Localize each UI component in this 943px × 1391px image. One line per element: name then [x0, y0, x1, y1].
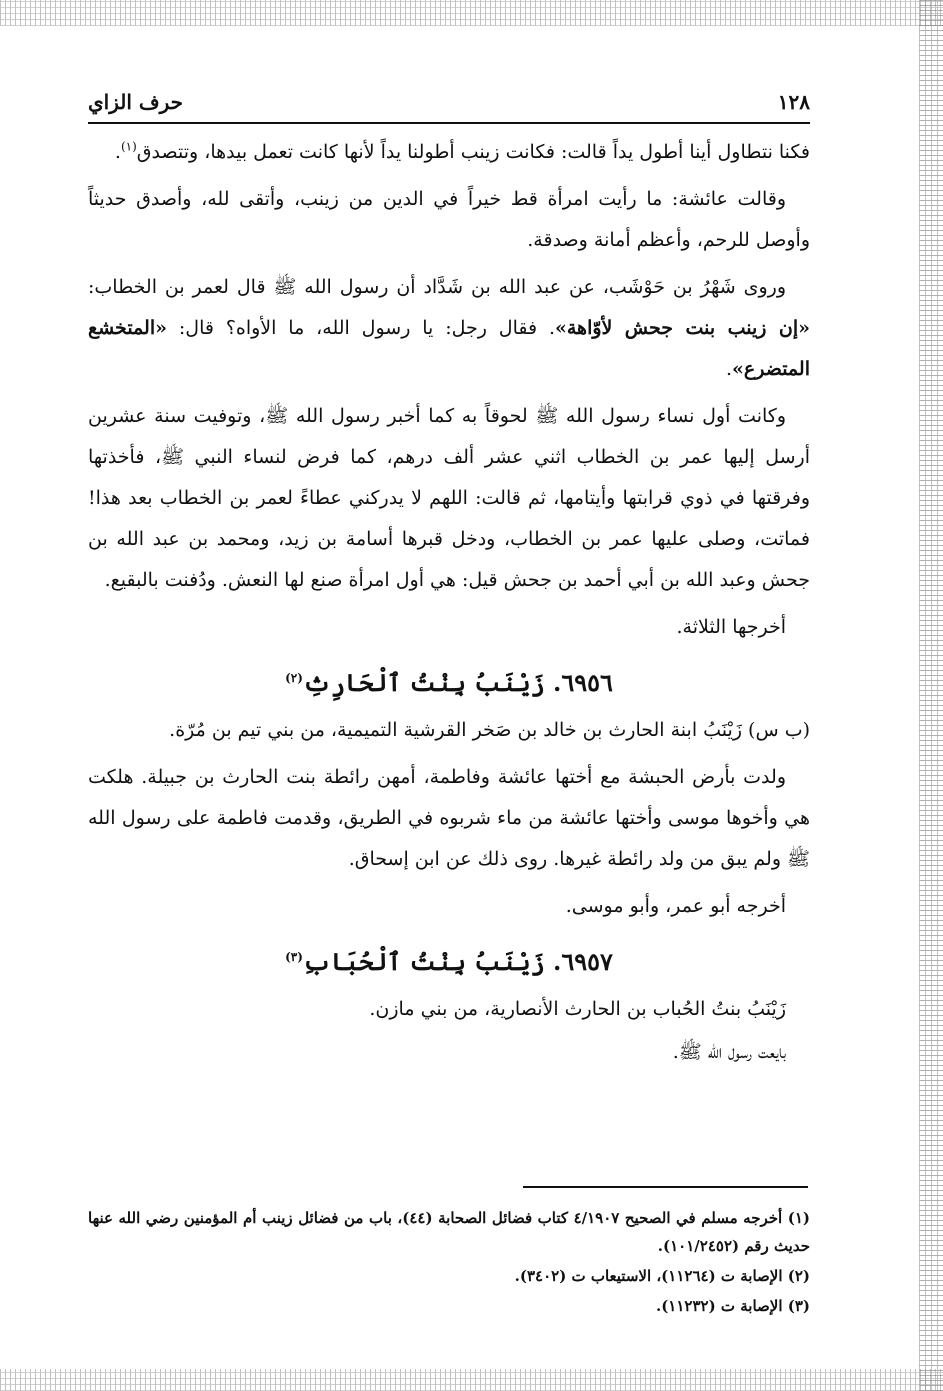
- page-header: [88, 90, 810, 124]
- footnote: (٣) الإصابة ت (١١٢٣٢).: [655, 1297, 810, 1315]
- paragraph: بايعت رسول الله ﷺ.: [672, 1041, 786, 1063]
- entry-title: [88, 666, 810, 700]
- paragraph: وكانت أول نساء رسول الله ﷺ لحوقاً به كما أخبر رسول الله ﷺ، وتوفيت سنة عشرين أرسل إليها عمر بن الخطاب اثني عشر ألف درهم، كما فرض لنساء النبي ﷺ، فأخذتها وفرقتها في ذوي قرابتها وأيتامها، ثم قالت: اللهم لا يدركني عطاءً لعمر بن الخطاب بعد هذا! فماتت، وصلى عليها عمر بن الخطاب، ودخل قبرها أسامة بن زيد، ومحمد بن عبد الله بن جحش وعبد الله بن أبي أحمد بن جحش قيل: هي أول امرأة صنع لها النعش. ودُفنت بالبقيع.: [88, 405, 810, 591]
- hadith-quote: «المتخشع المتضرع»: [88, 317, 810, 380]
- paragraph: [88, 132, 810, 173]
- page-body: [88, 90, 810, 1075]
- footnote-ref: (١): [120, 139, 137, 154]
- entry-title-text: ٦٩٥٦. زَيْنَبُ بِنْتُ ٱلْحَارِثِ: [302, 668, 613, 697]
- paragraph-text: .: [725, 358, 733, 380]
- footnote: (١) أخرجه مسلم في الصحيح ٤/١٩٠٧ كتاب فضائل الصحابة (٤٤)، باب من فضائل زينب أم المؤمنين رضي الله عنها حديث رقم (١٠١/٢٤٥٢).: [88, 1209, 810, 1255]
- paragraph-text: . فقال رجل: يا رسول الله، ما الأواه؟ قال:: [167, 317, 555, 339]
- entry-title: [88, 945, 810, 979]
- paragraph-text: وروى شَهْرُ بن حَوْشَب، عن عبد الله بن شَدَّاد أن رسول الله ﷺ قال لعمر بن الخطاب:: [88, 276, 786, 298]
- paragraph: [88, 267, 810, 390]
- page-number: ١٢٨: [777, 90, 810, 114]
- footnote: (٢) الإصابة ت (١١٢٦٤)، الاستيعاب ت (٣٤٠٢).: [514, 1267, 810, 1285]
- footnote-ref: (٢): [285, 671, 303, 685]
- paragraph: زَيْنَبُ بنتُ الحُباب بن الحارث الأنصارية، من بني مازن.: [369, 998, 786, 1020]
- paragraph-text: .: [114, 141, 121, 163]
- paragraph-text: فكنا نتطاول أينا أطول يداً قالت: فكانت زينب أطولنا يداً لأنها كانت تعمل بيدها، وتتصدق: [136, 141, 810, 163]
- footnote-separator: [523, 1186, 808, 1188]
- footnotes: [88, 1204, 810, 1322]
- paragraph: ولدت بأرض الحبشة مع أختها عائشة وفاطمة، أمهن رائطة بنت الحارث بن جبيلة. هلكت هي وأخوها موسى وأختها عائشة من ماء شربوه في الطريق، وقدمت فاطمة على رسول الله ﷺ ولم يبق من ولد رائطة غيرها. روى ذلك عن ابن إسحاق.: [88, 766, 810, 870]
- paragraph: أخرجها الثلاثة.: [676, 616, 786, 638]
- section-title: حرف الزاي: [88, 90, 183, 114]
- decorative-border-right: [919, 0, 943, 1391]
- decorative-border-top: [0, 0, 943, 26]
- paragraph: (ب س) زَيْنَبُ ابنة الحارث بن خالد بن صَخر القرشية التميمية، من بني تيم بن مُرّة.: [169, 719, 810, 741]
- paragraph: وقالت عائشة: ما رأيت امرأة قط خيراً في الدين من زينب، وأتقى لله، وأصدق حديثاً وأوصل للرحم، وأعظم أمانة وصدقة.: [88, 188, 810, 251]
- paragraph: أخرجه أبو عمر، وأبو موسى.: [565, 895, 786, 917]
- decorative-border-bottom: [0, 1369, 943, 1391]
- entry-title-text: ٦٩٥٧. زَيْنَبُ بِنْتُ ٱلْحُبَابِ: [302, 947, 613, 976]
- hadith-quote: «إن زينب بنت جحش لأوّاهة»: [554, 317, 811, 339]
- footnote-ref: (٣): [285, 950, 303, 964]
